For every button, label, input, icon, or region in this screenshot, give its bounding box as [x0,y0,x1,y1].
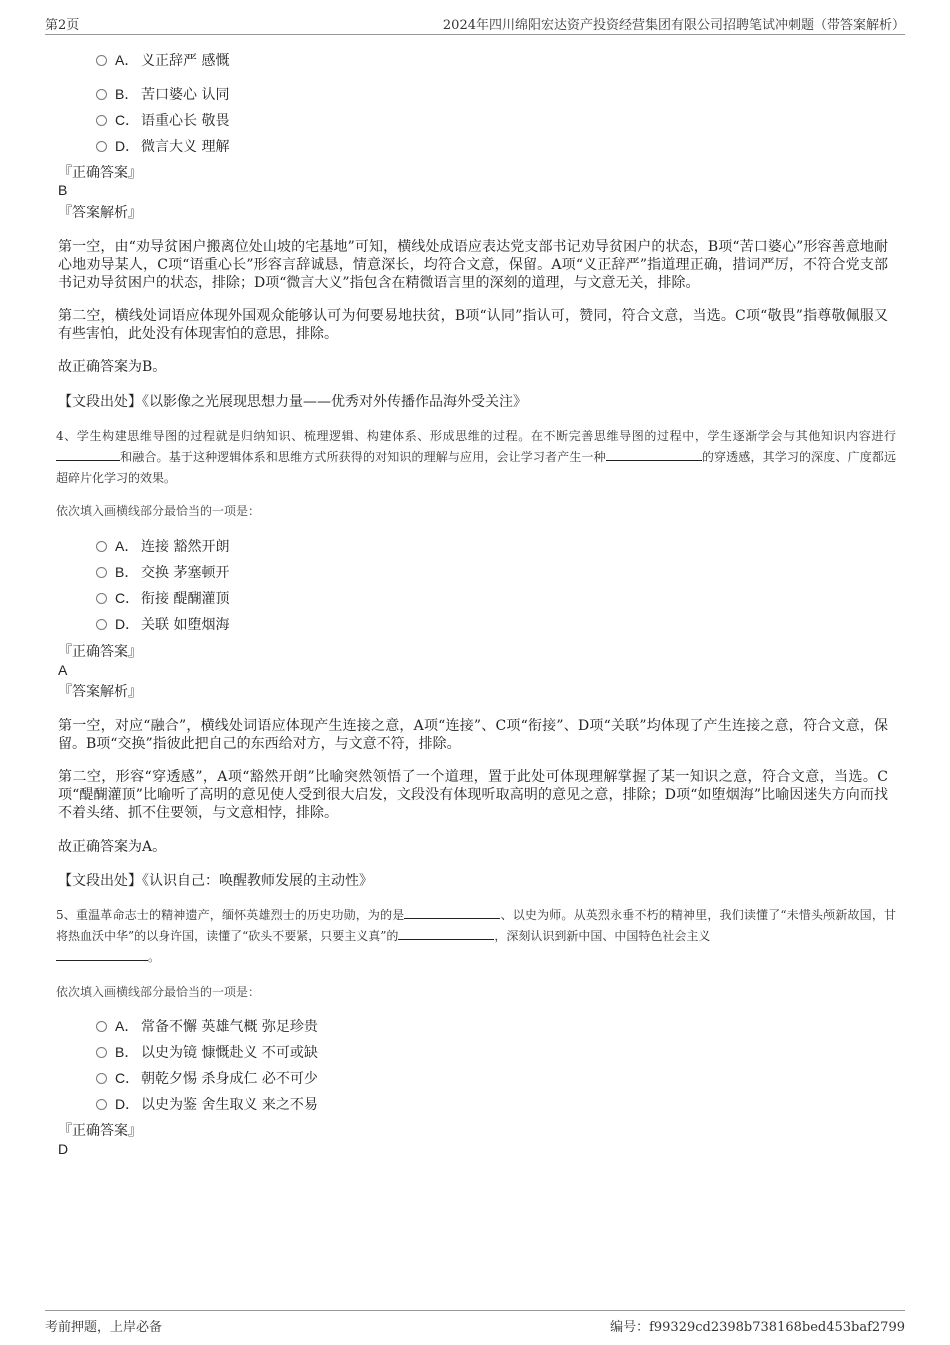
q4-analysis-para-2: 第二空，形容“穿透感”，A项“豁然开朗”比喻突然领悟了一个道理，置于此处可体现理解掌握了某一知识之意，符合文意，当选。C项“醍醐灌顶”比喻听了高明的意见使人受到很大启发，文段没有体现听取高明的意见之意，排除；D项“如堕烟海”比喻因迷失方向而找不着头绪、抓不住要领，与文意相悖，排除。 [58,769,888,821]
option-text: 语重心长 敬畏 [141,113,230,129]
q3-analysis-para-2: 第二空，横线处词语应体现外国观众能够认可为何要易地扶贫，B项“认同”指认可，赞同，符合文意，当选。C项“敬畏”指尊敬佩服又有些害怕，此处没有体现害怕的意思，排除。 [58,308,888,342]
radio-icon[interactable] [96,55,107,66]
document-id: 编号：f99329cd2398b738168bed453baf2799 [610,1320,905,1335]
radio-icon[interactable] [96,141,107,152]
q3-option-c[interactable]: C． 语重心长 敬畏 [96,110,229,130]
option-text: 连接 豁然开朗 [141,539,230,555]
option-text: 交换 茅塞顿开 [141,565,230,581]
q4-option-d[interactable]: D． 关联 如堕烟海 [96,614,229,634]
q4-option-a[interactable]: A． 连接 豁然开朗 [96,536,229,556]
fill-blank [398,927,494,940]
q4-analysis-label: 『答案解析』 [58,684,142,700]
option-text: 以史为鉴 舍生取义 来之不易 [141,1097,318,1113]
fill-blank [56,948,148,961]
q3-conclusion: 故正确答案为B。 [58,359,167,375]
q5-option-a[interactable]: A． 常备不懈 英雄气概 弥足珍贵 [96,1016,318,1036]
option-text: 义正辞严 感慨 [141,53,230,69]
q3-analysis-label: 『答案解析』 [58,205,142,221]
q3-option-a[interactable]: A． 义正辞严 感慨 [96,50,229,70]
radio-icon[interactable] [96,1047,107,1058]
q3-option-b[interactable]: B． 苦口婆心 认同 [96,84,229,104]
q5-stem: 5、重温革命志士的精神遗产，缅怀英雄烈士的历史功勋，为的是 、以史为师。从英烈永垂不朽的精神里，我们读懂了“未惜头颅新故国，甘将热血沃中华”的以身许国，读懂了“砍头不要紧，只要主义真”的 ，深刻认识到新中国、中国特色社会主义 。 [56,908,896,964]
page-footer [45,1310,905,1337]
option-text: 朝乾夕惕 杀身成仁 必不可少 [141,1071,318,1087]
q5-instruction: 依次填入画横线部分最恰当的一项是： [56,985,261,999]
q3-analysis-para-1: 第一空，由“劝导贫困户搬离位处山坡的宅基地”可知，横线处成语应表达党支部书记劝导贫困户的状态，B项“苦口婆心”形容善意地耐心地劝导某人，C项“语重心长”形容言辞诚恳，情意深长，均符合文意，保留。A项“义正辞严”指道理正确，措词严厉，不符合党支部书记劝导贫困户的状态，排除；D项“微言大义”指包含在精微语言里的深刻的道理，与文意无关，排除。 [58,239,888,291]
option-text: 以史为镜 慷慨赴义 不可或缺 [141,1045,318,1061]
option-text: 常备不懈 英雄气概 弥足珍贵 [141,1019,318,1035]
radio-icon[interactable] [96,619,107,630]
q4-option-b[interactable]: B． 交换 茅塞顿开 [96,562,229,582]
q5-option-b[interactable]: B． 以史为镜 慷慨赴义 不可或缺 [96,1042,318,1062]
radio-icon[interactable] [96,593,107,604]
q3-source: 【文段出处】《以影像之光展现思想力量——优秀对外传播作品海外受关注》 [58,394,527,410]
option-text: 苦口婆心 认同 [141,87,230,103]
radio-icon[interactable] [96,1073,107,1084]
q4-analysis-para-1: 第一空，对应“融合”，横线处词语应体现产生连接之意，A项“连接”、C项“衔接”、D项“关联”均体现了产生连接之意，符合文意，保留。B项“交换”指彼此把自己的东西给对方，与文意不符，排除。 [58,718,888,752]
radio-icon[interactable] [96,1021,107,1032]
q3-answer: B [58,182,68,198]
page-number: 第2页 [45,18,80,33]
q5-option-d[interactable]: D． 以史为鉴 舍生取义 来之不易 [96,1094,318,1114]
q5-answer-label: 『正确答案』 [58,1123,142,1139]
document-title: 2024年四川绵阳宏达资产投资经营集团有限公司招聘笔试冲刺题（带答案解析） [442,18,905,33]
option-text: 衔接 醍醐灌顶 [141,591,230,607]
q5-option-c[interactable]: C． 朝乾夕惕 杀身成仁 必不可少 [96,1068,318,1088]
fill-blank [404,906,500,919]
radio-icon[interactable] [96,567,107,578]
q3-option-d[interactable]: D． 微言大义 理解 [96,136,229,156]
option-text: 关联 如堕烟海 [141,617,230,633]
q4-answer: A [58,662,68,678]
q4-source: 【文段出处】《认识自己：唤醒教师发展的主动性》 [58,873,373,889]
q4-instruction: 依次填入画横线部分最恰当的一项是： [56,504,261,518]
q4-stem: 4、学生构建思维导图的过程就是归纳知识、梳理逻辑、构建体系、形成思维的过程。在不断完善思维导图的过程中，学生逐渐学会与其他知识内容进行和融合。基于这种逻辑体系和思维方式所获得的对知识的理解与应用，会让学习者产生一种 的穿透感，其学习的深度、广度都远超碎片化学习的效果。 [56,429,896,485]
radio-icon[interactable] [96,115,107,126]
q3-answer-label: 『正确答案』 [58,165,142,181]
radio-icon[interactable] [96,1099,107,1110]
option-text: 微言大义 理解 [141,139,230,155]
q4-option-c[interactable]: C． 衔接 醍醐灌顶 [96,588,229,608]
q4-conclusion: 故正确答案为A。 [58,839,167,855]
radio-icon[interactable] [96,89,107,100]
footer-slogan: 考前押题，上岸必备 [45,1320,163,1335]
q5-answer: D [58,1141,69,1157]
fill-blank [606,448,702,461]
fill-blank [56,448,120,461]
q4-answer-label: 『正确答案』 [58,644,142,660]
page-header [45,12,905,35]
radio-icon[interactable] [96,541,107,552]
